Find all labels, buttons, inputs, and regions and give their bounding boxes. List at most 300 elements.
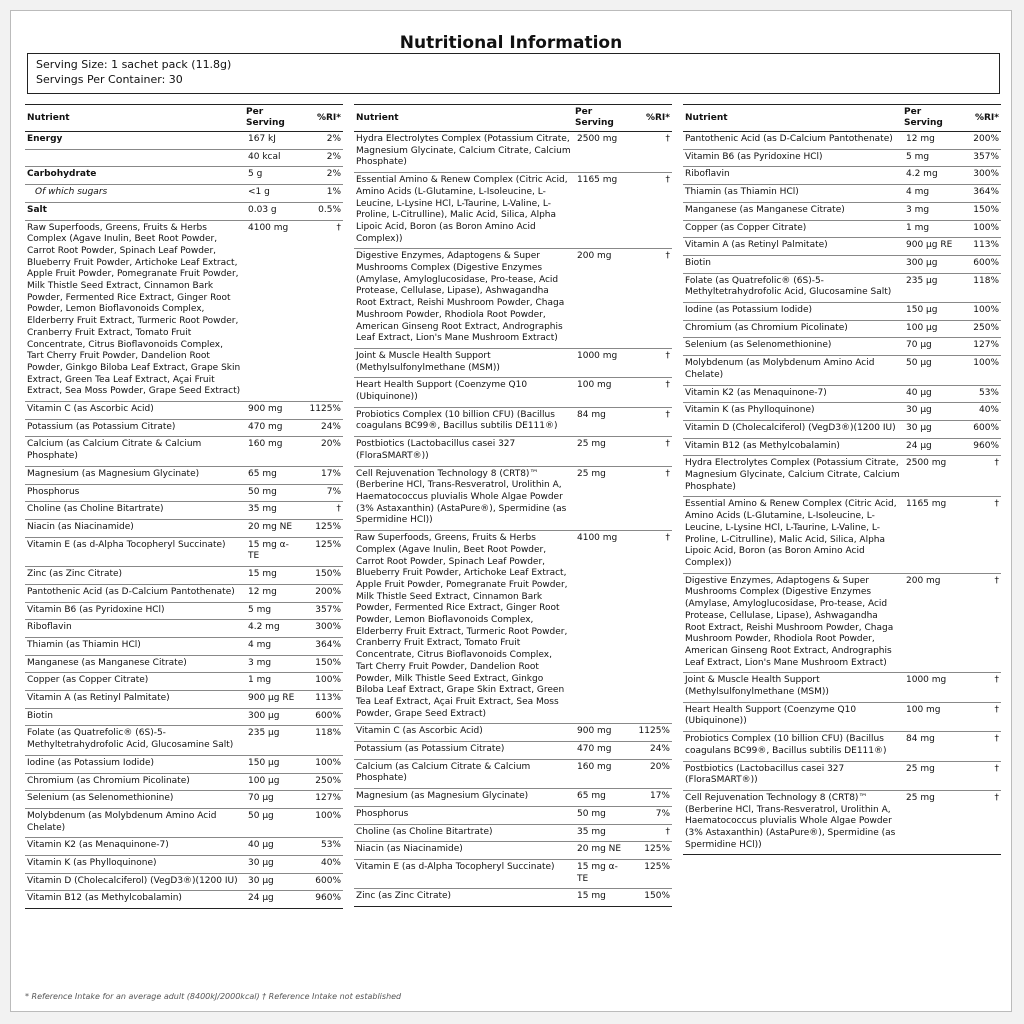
nutrient-name: Vitamin B12 (as Methylcobalamin) <box>683 438 902 456</box>
nutrient-table <box>683 104 1001 855</box>
page-title: Nutritional Information <box>399 33 623 53</box>
nutrient-name: Calcium (as Calcium Citrate & Calcium Phosphate) <box>354 759 573 788</box>
ri-value: † <box>956 732 1001 761</box>
per-serving-value: 12 mg <box>244 584 298 602</box>
per-serving-value: 5 g <box>244 167 298 185</box>
ri-value: 7% <box>298 484 343 502</box>
per-serving-value: 65 mg <box>244 466 298 484</box>
table-row <box>354 842 672 860</box>
nutrient-column-3 <box>683 104 1001 855</box>
per-serving-value: 15 mg <box>244 567 298 585</box>
per-serving-value: 1000 mg <box>573 348 627 377</box>
nutrient-name: Zinc (as Zinc Citrate) <box>354 889 573 907</box>
table-row <box>683 385 1001 403</box>
table-row <box>25 185 343 203</box>
ri-value: 100% <box>298 755 343 773</box>
per-serving-value: 1165 mg <box>902 497 956 573</box>
table-header-row <box>25 105 343 132</box>
ri-value: 40% <box>956 403 1001 421</box>
table-row <box>25 466 343 484</box>
nutrient-name: Folate (as Quatrefolic® (6S)-5-Methyltetrahydrofolic Acid, Glucosamine Salt) <box>25 726 244 755</box>
per-serving-value: 200 mg <box>902 573 956 673</box>
header-ri: %RI* <box>298 105 343 132</box>
per-serving-value: 20 mg NE <box>573 842 627 860</box>
per-serving-value: 900 µg RE <box>902 238 956 256</box>
ri-value: 357% <box>298 602 343 620</box>
nutrient-name: Manganese (as Manganese Citrate) <box>683 202 902 220</box>
ri-value: 53% <box>298 838 343 856</box>
per-serving-value: 15 mg α-TE <box>573 859 627 888</box>
per-serving-value: 30 µg <box>244 873 298 891</box>
table-row <box>25 726 343 755</box>
ri-value: 20% <box>298 437 343 466</box>
per-serving-value: 30 µg <box>902 403 956 421</box>
ri-value: 1125% <box>298 402 343 420</box>
ri-value: † <box>956 790 1001 855</box>
nutrient-name: Cell Rejuvenation Technology 8 (CRT8)™ (Berberine HCl, Trans-Resveratrol, Urolithin A, Haematococcus pluvialis Whole Algae Powder (3% Astaxanthin) (AstaPure®), Spermidine (as Spermidine HCl)) <box>683 790 902 855</box>
table-row <box>354 437 672 466</box>
table-row <box>25 755 343 773</box>
serving-info-box <box>27 53 1000 94</box>
ri-value: 100% <box>956 356 1001 385</box>
ri-value: † <box>627 466 672 531</box>
nutrient-name: Hydra Electrolytes Complex (Potassium Citrate, Magnesium Glycinate, Calcium Citrate, Calcium Phosphate) <box>354 132 573 173</box>
nutrient-name: Choline (as Choline Bitartrate) <box>354 824 573 842</box>
table-row <box>683 255 1001 273</box>
per-serving-value: 40 kcal <box>244 149 298 167</box>
nutrient-name: Vitamin B12 (as Methylcobalamin) <box>25 891 244 909</box>
nutrient-name: Manganese (as Manganese Citrate) <box>25 655 244 673</box>
per-serving-value: 470 mg <box>244 419 298 437</box>
ri-value: † <box>298 220 343 402</box>
table-row <box>683 220 1001 238</box>
table-row <box>354 759 672 788</box>
ri-value: 127% <box>298 791 343 809</box>
nutrient-name: Carbohydrate <box>25 167 244 185</box>
nutrient-name: Vitamin K (as Phylloquinone) <box>25 856 244 874</box>
table-row <box>683 202 1001 220</box>
table-row <box>25 220 343 402</box>
table-header-row <box>354 105 672 132</box>
ri-value: 24% <box>627 742 672 760</box>
ri-value: 300% <box>298 620 343 638</box>
per-serving-value: 4.2 mg <box>244 620 298 638</box>
ri-value: 100% <box>298 808 343 837</box>
nutrient-name: Joint & Muscle Health Support (Methylsulfonylmethane (MSM)) <box>354 348 573 377</box>
ri-value: 357% <box>956 149 1001 167</box>
ri-value: † <box>627 378 672 407</box>
nutrient-name: Calcium (as Calcium Citrate & Calcium Phosphate) <box>25 437 244 466</box>
table-row <box>25 856 343 874</box>
nutrient-name: Essential Amino & Renew Complex (Citric Acid, Amino Acids (L-Glutamine, L-Isoleucine, L-Leucine, L-Lysine HCl, L-Taurine, L-Valine, L-Proline, L-Citrulline), Malic Acid, Silica, Alpha Lipoic Acid, Boron (as Boron Amino Acid Complex)) <box>683 497 902 573</box>
table-row <box>25 691 343 709</box>
per-serving-value: 300 µg <box>902 255 956 273</box>
ri-value: 17% <box>298 466 343 484</box>
footnote: * Reference Intake for an average adult (8400kJ/2000kcal) † Reference Intake not established <box>25 992 402 1001</box>
per-serving-value: 900 mg <box>244 402 298 420</box>
ri-value: † <box>956 497 1001 573</box>
per-serving-value: 50 µg <box>244 808 298 837</box>
table-row <box>25 773 343 791</box>
per-serving-value: 150 µg <box>244 755 298 773</box>
ri-value: 118% <box>298 726 343 755</box>
nutrient-name: Digestive Enzymes, Adaptogens & Super Mushrooms Complex (Digestive Enzymes (Amylase, Amyloglucosidase, Pro-tease, Acid Protease, Cellulase, Lipase), Ashwagandha Root Extract, Reishi Mushroom Powder, Chaga Mushroom Powder, Rhodiola Root Powder, American Ginseng Root Extract, Andrographis Leaf Extract, Lion's Mane Mushroom Extract) <box>683 573 902 673</box>
nutrient-name: Iodine (as Potassium Iodide) <box>25 755 244 773</box>
per-serving-value: 100 mg <box>573 378 627 407</box>
per-serving-value: 200 mg <box>573 249 627 349</box>
ri-value: 200% <box>298 584 343 602</box>
per-serving-value: 4100 mg <box>244 220 298 402</box>
ri-value: 118% <box>956 273 1001 302</box>
per-serving-value: 4 mg <box>902 185 956 203</box>
nutrient-name: Potassium (as Potassium Citrate) <box>25 419 244 437</box>
per-serving-value: 160 mg <box>244 437 298 466</box>
ri-value: † <box>627 437 672 466</box>
ri-value: 364% <box>956 185 1001 203</box>
ri-value: 0.5% <box>298 202 343 220</box>
nutrient-name: Copper (as Copper Citrate) <box>25 673 244 691</box>
nutrient-name: Postbiotics (Lactobacillus casei 327 (FloraSMART®)) <box>683 761 902 790</box>
table-row <box>354 378 672 407</box>
per-serving-value: 40 µg <box>244 838 298 856</box>
table-row <box>354 173 672 249</box>
nutrition-label <box>10 10 1012 1012</box>
ri-value: † <box>627 132 672 173</box>
servings-per-container: Servings Per Container: 30 <box>36 72 183 86</box>
per-serving-value: 300 µg <box>244 708 298 726</box>
serving-size: Serving Size: 1 sachet pack (11.8g) <box>36 58 232 71</box>
ri-value: 100% <box>956 303 1001 321</box>
table-row <box>25 673 343 691</box>
table-row <box>683 761 1001 790</box>
ri-value: 150% <box>627 889 672 907</box>
nutrient-name: Phosphorus <box>354 806 573 824</box>
table-row <box>354 789 672 807</box>
ri-value: 364% <box>298 637 343 655</box>
nutrient-name: Thiamin (as Thiamin HCl) <box>683 185 902 203</box>
nutrient-name: Raw Superfoods, Greens, Fruits & Herbs Complex (Agave Inulin, Beet Root Powder, Carrot Root Powder, Spinach Leaf Powder, Blueberry Fruit Powder, Artichoke Leaf Extract, Apple Fruit Powder, Pomegranate Fruit Powder, Milk Thistle Seed Extract, Cinnamon Bark Powder, Fermented Rice Extract, Ginger Root Powder, Lemon Bioflavonoids Complex, Elderberry Fruit Extract, Turmeric Root Powder, Cranberry Fruit Extract, Tomato Fruit Concentrate, Citrus Bioflavonoids Complex, Tart Cherry Fruit Powder, Dandelion Root Powder, Ginkgo Biloba Leaf Extract, Grape Skin Extract, Green Tea Leaf Extract, Açai Fruit Extract, Sea Moss Powder, Grape Seed Extract) <box>25 220 244 402</box>
nutrient-name: Selenium (as Selenomethionine) <box>683 338 902 356</box>
nutrient-name: Iodine (as Potassium Iodide) <box>683 303 902 321</box>
ri-value: † <box>627 407 672 436</box>
ri-value: 20% <box>627 759 672 788</box>
ri-value: 600% <box>298 873 343 891</box>
nutrient-name: Vitamin C (as Ascorbic Acid) <box>354 724 573 742</box>
table-row <box>25 132 343 150</box>
per-serving-value: 235 µg <box>902 273 956 302</box>
nutrient-name: Vitamin B6 (as Pyridoxine HCl) <box>683 149 902 167</box>
nutrient-name: Potassium (as Potassium Citrate) <box>354 742 573 760</box>
table-row <box>25 838 343 856</box>
table-row <box>683 420 1001 438</box>
ri-value: 960% <box>956 438 1001 456</box>
table-row <box>25 484 343 502</box>
table-row <box>25 808 343 837</box>
table-row <box>25 791 343 809</box>
nutrient-name: Heart Health Support (Coenzyme Q10 (Ubiquinone)) <box>354 378 573 407</box>
per-serving-value: 25 mg <box>902 761 956 790</box>
table-row <box>683 356 1001 385</box>
per-serving-value: 3 mg <box>244 655 298 673</box>
table-row <box>683 403 1001 421</box>
ri-value: 7% <box>627 806 672 824</box>
ri-value: † <box>627 173 672 249</box>
nutrient-name: Digestive Enzymes, Adaptogens & Super Mushrooms Complex (Digestive Enzymes (Amylase, Amyloglucosidase, Pro-tease, Acid Protease, Cellulase, Lipase), Ashwagandha Root Extract, Reishi Mushroom Powder, Chaga Mushroom Powder, Rhodiola Root Powder, American Ginseng Root Extract, Andrographis Leaf Extract, Lion's Mane Mushroom Extract) <box>354 249 573 349</box>
ri-value: 125% <box>627 842 672 860</box>
ri-value: 1% <box>298 185 343 203</box>
per-serving-value: 24 µg <box>902 438 956 456</box>
ri-value: 2% <box>298 132 343 150</box>
table-row <box>683 702 1001 731</box>
per-serving-value: 100 mg <box>902 702 956 731</box>
ri-value: 40% <box>298 856 343 874</box>
ri-value: 250% <box>956 320 1001 338</box>
nutrient-name: Phosphorus <box>25 484 244 502</box>
per-serving-value: 15 mg <box>573 889 627 907</box>
nutrient-name: Vitamin K (as Phylloquinone) <box>683 403 902 421</box>
ri-value: 600% <box>298 708 343 726</box>
table-row <box>25 437 343 466</box>
nutrient-name: Chromium (as Chromium Picolinate) <box>683 320 902 338</box>
table-row <box>683 732 1001 761</box>
per-serving-value: 1000 mg <box>902 673 956 702</box>
per-serving-value: 84 mg <box>573 407 627 436</box>
nutrient-name: Vitamin B6 (as Pyridoxine HCl) <box>25 602 244 620</box>
table-row <box>25 402 343 420</box>
header-per-serving: Per Serving <box>573 105 627 132</box>
nutrient-name: Chromium (as Chromium Picolinate) <box>25 773 244 791</box>
table-row <box>25 584 343 602</box>
nutrient-name: Copper (as Copper Citrate) <box>683 220 902 238</box>
table-row <box>25 637 343 655</box>
per-serving-value: 150 µg <box>902 303 956 321</box>
nutrient-name: Of which sugars <box>25 185 244 203</box>
table-row <box>25 602 343 620</box>
per-serving-value: 50 mg <box>573 806 627 824</box>
nutrient-name: Riboflavin <box>683 167 902 185</box>
table-row <box>25 519 343 537</box>
per-serving-value: 25 mg <box>573 437 627 466</box>
nutrient-column-1 <box>25 104 343 909</box>
table-row <box>354 466 672 531</box>
ri-value: 100% <box>298 673 343 691</box>
table-row <box>354 249 672 349</box>
table-row <box>354 407 672 436</box>
per-serving-value: 4 mg <box>244 637 298 655</box>
table-header-row <box>683 105 1001 132</box>
nutrient-name: Vitamin D (Cholecalciferol) (VegD3®)(1200 IU) <box>683 420 902 438</box>
per-serving-value: 4.2 mg <box>902 167 956 185</box>
ri-value: 127% <box>956 338 1001 356</box>
ri-value: 125% <box>298 537 343 566</box>
per-serving-value: 1 mg <box>902 220 956 238</box>
table-row <box>25 537 343 566</box>
per-serving-value: 84 mg <box>902 732 956 761</box>
nutrient-name: Probiotics Complex (10 billion CFU) (Bacillus coagulans BC99®, Bacillus subtilis DE111®) <box>683 732 902 761</box>
nutrient-name: Pantothenic Acid (as D-Calcium Pantothenate) <box>683 132 902 150</box>
ri-value: 250% <box>298 773 343 791</box>
nutrient-name: Vitamin E (as d-Alpha Tocopheryl Succinate) <box>354 859 573 888</box>
nutrient-name: Vitamin D (Cholecalciferol) (VegD3®)(1200 IU) <box>25 873 244 891</box>
nutrient-name: Essential Amino & Renew Complex (Citric Acid, Amino Acids (L-Glutamine, L-Isoleucine, L-Leucine, L-Lysine HCl, L-Taurine, L-Valine, L-Proline, L-Citrulline), Malic Acid, Silica, Alpha Lipoic Acid, Boron (as Boron Amino Acid Complex)) <box>354 173 573 249</box>
table-row <box>25 167 343 185</box>
per-serving-value: 100 µg <box>902 320 956 338</box>
per-serving-value: 25 mg <box>902 790 956 855</box>
table-row <box>683 456 1001 497</box>
nutrient-name: Riboflavin <box>25 620 244 638</box>
nutrient-name: Vitamin K2 (as Menaquinone-7) <box>683 385 902 403</box>
table-row <box>683 673 1001 702</box>
per-serving-value: 50 mg <box>244 484 298 502</box>
per-serving-value: 1165 mg <box>573 173 627 249</box>
ri-value: † <box>627 348 672 377</box>
nutrient-name: Joint & Muscle Health Support (Methylsulfonylmethane (MSM)) <box>683 673 902 702</box>
header-per-serving: Per Serving <box>244 105 298 132</box>
table-row <box>354 742 672 760</box>
table-row <box>354 806 672 824</box>
ri-value: 1125% <box>627 724 672 742</box>
table-row <box>354 348 672 377</box>
table-row <box>683 273 1001 302</box>
ri-value: † <box>627 824 672 842</box>
table-row <box>683 573 1001 673</box>
per-serving-value: 235 µg <box>244 726 298 755</box>
per-serving-value: 30 µg <box>244 856 298 874</box>
ri-value: 125% <box>298 519 343 537</box>
nutrient-name: Biotin <box>25 708 244 726</box>
per-serving-value: 12 mg <box>902 132 956 150</box>
header-nutrient: Nutrient <box>25 105 244 132</box>
table-row <box>683 167 1001 185</box>
per-serving-value: 30 µg <box>902 420 956 438</box>
ri-value: † <box>956 573 1001 673</box>
ri-value: 150% <box>298 567 343 585</box>
ri-value: 150% <box>956 202 1001 220</box>
per-serving-value: 15 mg α-TE <box>244 537 298 566</box>
ri-value: † <box>956 702 1001 731</box>
nutrient-name: Vitamin A (as Retinyl Palmitate) <box>683 238 902 256</box>
per-serving-value: 167 kJ <box>244 132 298 150</box>
table-row <box>683 497 1001 573</box>
ri-value: † <box>627 249 672 349</box>
ri-value: 113% <box>298 691 343 709</box>
table-row <box>683 320 1001 338</box>
per-serving-value: 40 µg <box>902 385 956 403</box>
nutrient-column-2 <box>354 104 672 907</box>
header-nutrient: Nutrient <box>354 105 573 132</box>
nutrient-name: Postbiotics (Lactobacillus casei 327 (FloraSMART®)) <box>354 437 573 466</box>
table-row <box>354 132 672 173</box>
nutrient-name: Pantothenic Acid (as D-Calcium Pantothenate) <box>25 584 244 602</box>
ri-value: † <box>956 456 1001 497</box>
ri-value: 600% <box>956 420 1001 438</box>
per-serving-value: 50 µg <box>902 356 956 385</box>
ri-value: † <box>627 531 672 724</box>
ri-value: 960% <box>298 891 343 909</box>
nutrient-name: Hydra Electrolytes Complex (Potassium Citrate, Magnesium Glycinate, Calcium Citrate, Calcium Phosphate) <box>683 456 902 497</box>
per-serving-value: 160 mg <box>573 759 627 788</box>
per-serving-value: 5 mg <box>902 149 956 167</box>
nutrient-name: Vitamin A (as Retinyl Palmitate) <box>25 691 244 709</box>
table-row <box>354 859 672 888</box>
table-row <box>683 132 1001 150</box>
per-serving-value: 25 mg <box>573 466 627 531</box>
nutrient-name: Cell Rejuvenation Technology 8 (CRT8)™ (Berberine HCl, Trans-Resveratrol, Urolithin A, Haematococcus pluvialis Whole Algae Powder (3% Astaxanthin) (AstaPure®), Spermidine (as Spermidine HCl)) <box>354 466 573 531</box>
table-row <box>25 620 343 638</box>
per-serving-value: 20 mg NE <box>244 519 298 537</box>
nutrient-name: Heart Health Support (Coenzyme Q10 (Ubiquinone)) <box>683 702 902 731</box>
nutrient-name: Niacin (as Niacinamide) <box>354 842 573 860</box>
nutrient-name: Salt <box>25 202 244 220</box>
table-row <box>683 303 1001 321</box>
table-row <box>25 502 343 520</box>
per-serving-value: <1 g <box>244 185 298 203</box>
table-row <box>683 338 1001 356</box>
table-row <box>25 655 343 673</box>
table-row <box>354 724 672 742</box>
nutrient-name: Vitamin E (as d-Alpha Tocopheryl Succinate) <box>25 537 244 566</box>
nutrient-name: Molybdenum (as Molybdenum Amino Acid Chelate) <box>683 356 902 385</box>
per-serving-value: 900 mg <box>573 724 627 742</box>
per-serving-value: 70 µg <box>902 338 956 356</box>
nutrient-name: Magnesium (as Magnesium Glycinate) <box>25 466 244 484</box>
header-per-serving: Per Serving <box>902 105 956 132</box>
ri-value: 113% <box>956 238 1001 256</box>
ri-value: † <box>298 502 343 520</box>
ri-value: 2% <box>298 149 343 167</box>
ri-value: 150% <box>298 655 343 673</box>
table-row <box>25 873 343 891</box>
per-serving-value: 5 mg <box>244 602 298 620</box>
table-row <box>25 149 343 167</box>
nutrient-name: Thiamin (as Thiamin HCl) <box>25 637 244 655</box>
ri-value: 125% <box>627 859 672 888</box>
nutrient-name: Raw Superfoods, Greens, Fruits & Herbs Complex (Agave Inulin, Beet Root Powder, Carrot Root Powder, Spinach Leaf Powder, Blueberry Fruit Powder, Artichoke Leaf Extract, Apple Fruit Powder, Pomegranate Fruit Powder, Milk Thistle Seed Extract, Cinnamon Bark Powder, Fermented Rice Extract, Ginger Root Powder, Lemon Bioflavonoids Complex, Elderberry Fruit Extract, Turmeric Root Powder, Cranberry Fruit Extract, Tomato Fruit Concentrate, Citrus Bioflavonoids Complex, Tart Cherry Fruit Powder, Dandelion Root Powder, Milk Thistle Seed Extract, Ginkgo Biloba Leaf Extract, Grape Skin Extract, Green Tea Leaf Extract, Açai Fruit Extract, Sea Moss Powder, Grape Seed Extract) <box>354 531 573 724</box>
nutrient-name: Vitamin K2 (as Menaquinone-7) <box>25 838 244 856</box>
per-serving-value: 2500 mg <box>902 456 956 497</box>
table-row <box>25 202 343 220</box>
table-row <box>683 438 1001 456</box>
per-serving-value: 100 µg <box>244 773 298 791</box>
table-row <box>354 824 672 842</box>
ri-value: 600% <box>956 255 1001 273</box>
nutrient-name <box>25 149 244 167</box>
nutrient-name: Biotin <box>683 255 902 273</box>
nutrient-table <box>354 104 672 907</box>
ri-value: 17% <box>627 789 672 807</box>
header-ri: %RI* <box>627 105 672 132</box>
nutrient-name: Magnesium (as Magnesium Glycinate) <box>354 789 573 807</box>
table-row <box>354 531 672 724</box>
per-serving-value: 35 mg <box>244 502 298 520</box>
nutrient-name: Zinc (as Zinc Citrate) <box>25 567 244 585</box>
table-row <box>683 238 1001 256</box>
per-serving-value: 65 mg <box>573 789 627 807</box>
table-row <box>25 891 343 909</box>
per-serving-value: 900 µg RE <box>244 691 298 709</box>
per-serving-value: 35 mg <box>573 824 627 842</box>
nutrient-name: Molybdenum (as Molybdenum Amino Acid Chelate) <box>25 808 244 837</box>
per-serving-value: 2500 mg <box>573 132 627 173</box>
per-serving-value: 470 mg <box>573 742 627 760</box>
ri-value: † <box>956 761 1001 790</box>
nutrient-name: Vitamin C (as Ascorbic Acid) <box>25 402 244 420</box>
ri-value: 53% <box>956 385 1001 403</box>
table-row <box>25 419 343 437</box>
per-serving-value: 70 µg <box>244 791 298 809</box>
nutrient-name: Niacin (as Niacinamide) <box>25 519 244 537</box>
table-row <box>683 149 1001 167</box>
